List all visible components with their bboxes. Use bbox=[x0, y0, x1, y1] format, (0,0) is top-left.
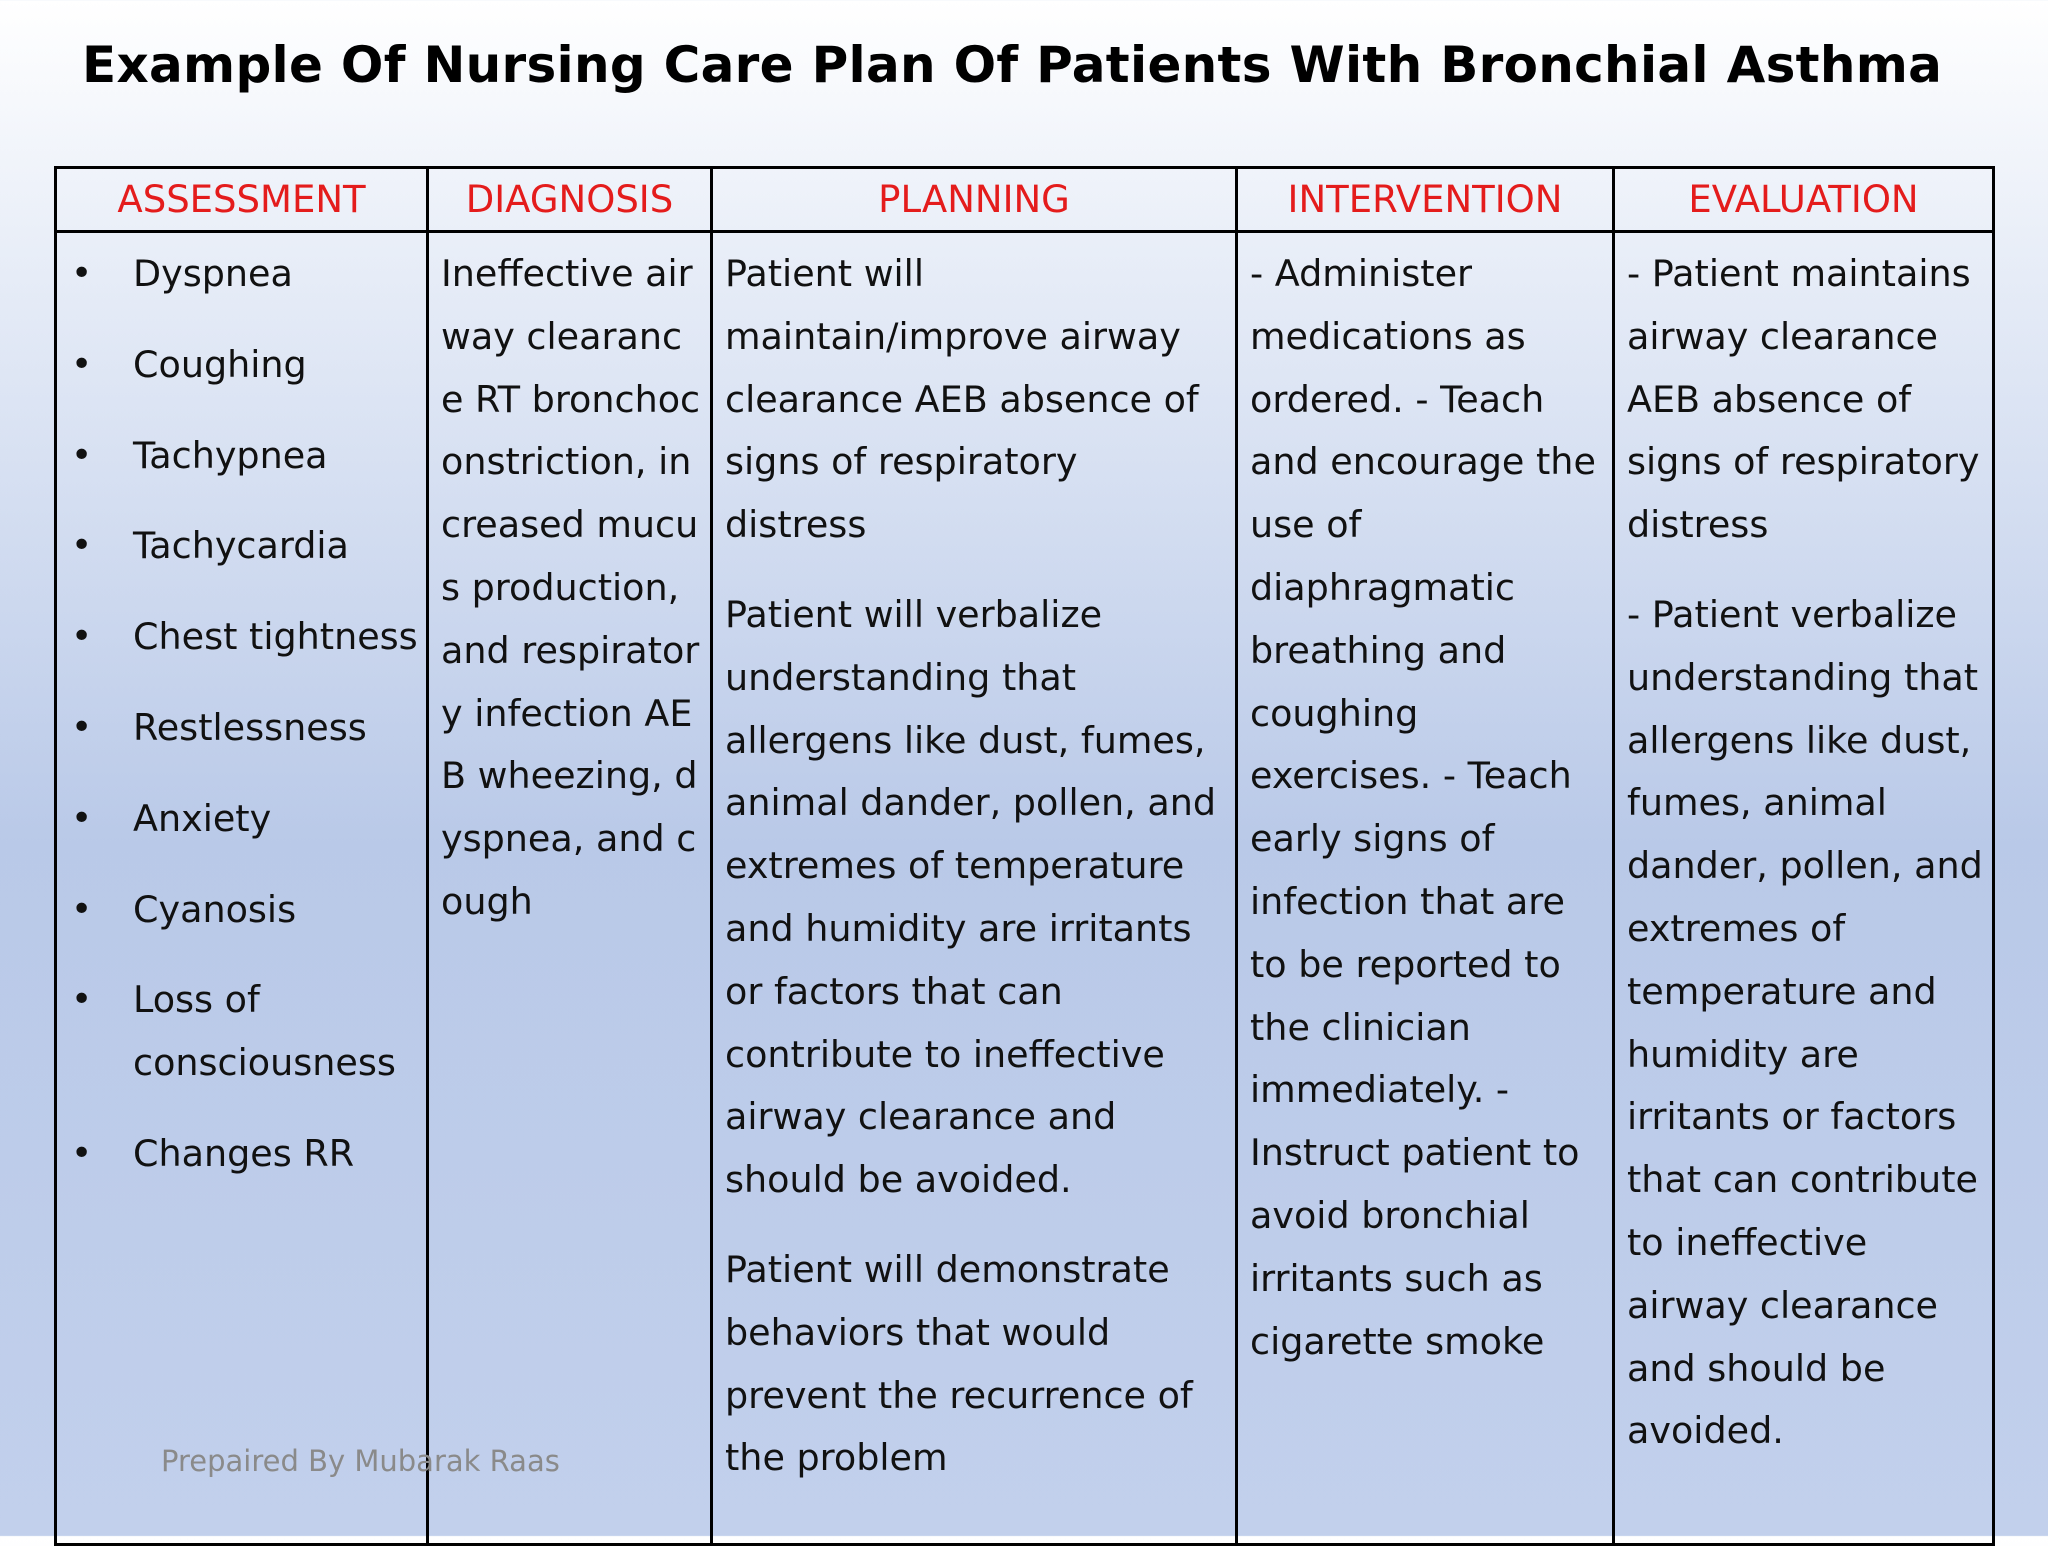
assessment-header: ASSESSMENT bbox=[57, 169, 426, 233]
assessment-item-text: Restlessness bbox=[133, 705, 367, 749]
intervention-text: - Administer medications as ordered. - Teach and encourage the use of diaphragmatic breathing and coughing exercises. - Teach early signs of infection that are to be reported to the clinician immediately. - Instruct patient to avoid bronchial irritants such as cigarette smoke bbox=[1250, 252, 1596, 1363]
assessment-item bbox=[71, 1123, 420, 1186]
assessment-item-text: Chest tightness bbox=[133, 615, 418, 659]
bullet-icon: • bbox=[71, 434, 93, 476]
assessment-item bbox=[71, 425, 420, 488]
author-footer: Prepaired By Mubarak Raas bbox=[161, 1444, 560, 1478]
diagnosis-column bbox=[429, 169, 713, 1543]
assessment-list bbox=[71, 243, 420, 1186]
planning-header: PLANNING bbox=[713, 169, 1235, 233]
assessment-item bbox=[71, 606, 420, 669]
assessment-item-text: Tachypnea bbox=[133, 433, 328, 477]
assessment-item bbox=[71, 969, 420, 1095]
bullet-icon: • bbox=[71, 979, 93, 1021]
page-title: Example Of Nursing Care Plan Of Patients With Bronchial Asthma bbox=[82, 36, 1943, 94]
bullet-icon: • bbox=[71, 343, 93, 385]
assessment-column bbox=[57, 169, 429, 1543]
planning-column bbox=[713, 169, 1238, 1543]
bullet-icon: • bbox=[71, 888, 93, 930]
assessment-item-text: Tachycardia bbox=[133, 524, 349, 568]
assessment-item-text: Coughing bbox=[133, 342, 307, 386]
bullet-icon: • bbox=[71, 525, 93, 567]
bullet-icon: • bbox=[71, 706, 93, 748]
assessment-item-text: Anxiety bbox=[133, 796, 272, 840]
bullet-icon: • bbox=[71, 1132, 93, 1174]
intervention-column bbox=[1238, 169, 1615, 1543]
evaluation-header: EVALUATION bbox=[1615, 169, 1992, 233]
assessment-item bbox=[71, 334, 420, 397]
planning-item: Patient will demonstrate behaviors that would prevent the recurrence of the problem bbox=[725, 1247, 1193, 1480]
care-plan-table bbox=[54, 166, 1995, 1546]
assessment-item-text: Cyanosis bbox=[133, 887, 297, 931]
bullet-icon: • bbox=[71, 797, 93, 839]
assessment-item-text: Dyspnea bbox=[133, 252, 293, 295]
assessment-item bbox=[71, 697, 420, 760]
evaluation-column bbox=[1615, 169, 1992, 1543]
evaluation-item: - Patient maintains airway clearance AEB absence of signs of respiratory distress bbox=[1627, 252, 1980, 547]
assessment-item-text: Changes RR bbox=[133, 1131, 355, 1175]
assessment-item bbox=[71, 788, 420, 851]
planning-item: Patient will maintain/improve airway clearance AEB absence of signs of respiratory distress bbox=[725, 252, 1199, 547]
assessment-item-text: Loss of consciousness bbox=[133, 978, 396, 1085]
assessment-item bbox=[71, 879, 420, 942]
bullet-icon: • bbox=[71, 253, 93, 294]
bullet-icon: • bbox=[71, 616, 93, 658]
intervention-header: INTERVENTION bbox=[1238, 169, 1612, 233]
diagnosis-text: Ineffective airway clearance RT bronchoconstriction, increased mucus production, and respiratory infection AEB wheezing, dyspnea, and cough bbox=[441, 252, 701, 923]
assessment-item bbox=[71, 243, 420, 306]
assessment-item bbox=[71, 515, 420, 578]
diagnosis-header: DIAGNOSIS bbox=[429, 169, 710, 233]
planning-item: Patient will verbalize understanding that allergens like dust, fumes, animal dander, pollen, and extremes of temperature and humidity are irritants or factors that can contribute to ineffective airway clearance and should be avoided. bbox=[725, 592, 1217, 1202]
evaluation-item: - Patient verbalize understanding that allergens like dust, fumes, animal dander, pollen, and extremes of temperature and humidity are irritants or factors that can contribute to ineffective airway clearance and should be avoided. bbox=[1627, 592, 1983, 1453]
